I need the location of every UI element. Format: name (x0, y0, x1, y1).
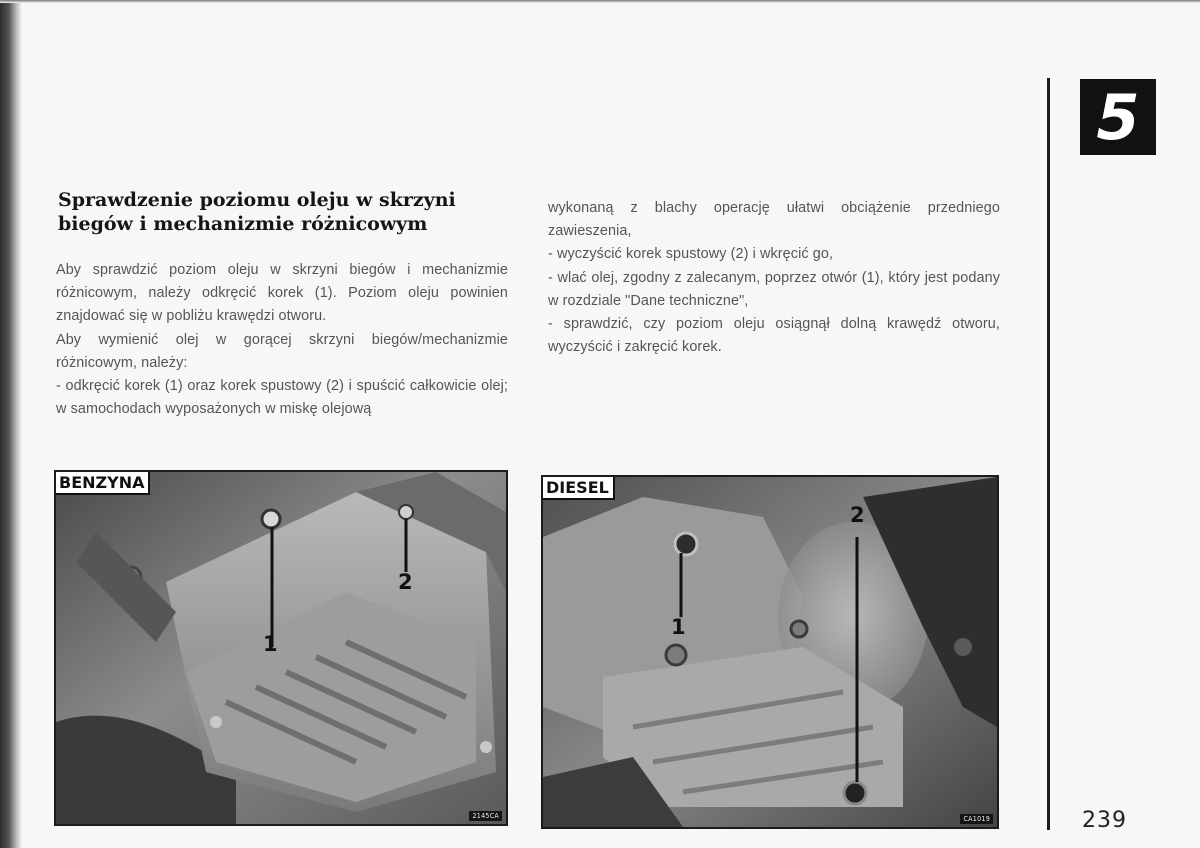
section-heading-line-1: Sprawdzenie poziomu oleju w skrzyni (58, 189, 456, 211)
figure-label-diesel: DIESEL (543, 477, 615, 500)
callout-2-benzyna: 2 (398, 570, 413, 594)
paragraph-continuation: wykonaną z blachy operację ułatwi obciążenie przedniego zawieszenia, (548, 200, 1000, 240)
step-drain-oil: - odkręcić korek (1) oraz korek spustowy (2) i spuścić całkowicie olej; w samochodach wyposażonych w miskę olejową (56, 378, 508, 418)
section-heading (58, 188, 518, 236)
page-number: 239 (1082, 808, 1127, 833)
figure-label-benzyna: BENZYNA (56, 472, 150, 495)
paragraph-change-intro: Aby wymienić olej w gorącej skrzyni biegów/mechanizmie różnicowym, należy: (56, 331, 508, 371)
figure-diesel (541, 475, 999, 829)
callout-1-benzyna: 1 (263, 632, 278, 656)
paragraph-check-level: Aby sprawdzić poziom oleju w skrzyni biegów i mechanizmie różnicowym, należy odkręcić korek (1). Poziom oleju powinien znajdować się w pobliżu krawędzi otworu. (56, 262, 508, 325)
step-check-level: - sprawdzić, czy poziom oleju osiągnął dolną krawędź otworu, wyczyścić i zakręcić korek. (548, 316, 1000, 356)
chapter-tab: 5 (1080, 79, 1156, 155)
callout-2-diesel: 2 (850, 503, 865, 527)
figure-code-benzyna: 2145CA (469, 811, 502, 821)
scan-top-shadow (0, 0, 1200, 3)
step-fill-oil: - wlać olej, zgodny z zalecanym, poprzez otwór (1), który jest podany w rozdziale "Dane techniczne", (548, 269, 1000, 309)
scan-binding-shadow (0, 0, 22, 848)
step-clean-drain-plug: - wyczyścić korek spustowy (2) i wkręcić go, (548, 246, 834, 263)
right-text-column (548, 197, 1000, 359)
callout-1-diesel: 1 (671, 615, 686, 639)
left-text-column (56, 259, 508, 421)
gearbox-photo-benzyna (56, 472, 506, 824)
gearbox-photo-diesel (543, 477, 997, 827)
section-heading-line-2: biegów i mechanizmie różnicowym (58, 213, 428, 235)
figure-benzyna (54, 470, 508, 826)
chapter-divider-rule (1047, 78, 1050, 830)
figure-code-diesel: CA1019 (960, 814, 993, 824)
